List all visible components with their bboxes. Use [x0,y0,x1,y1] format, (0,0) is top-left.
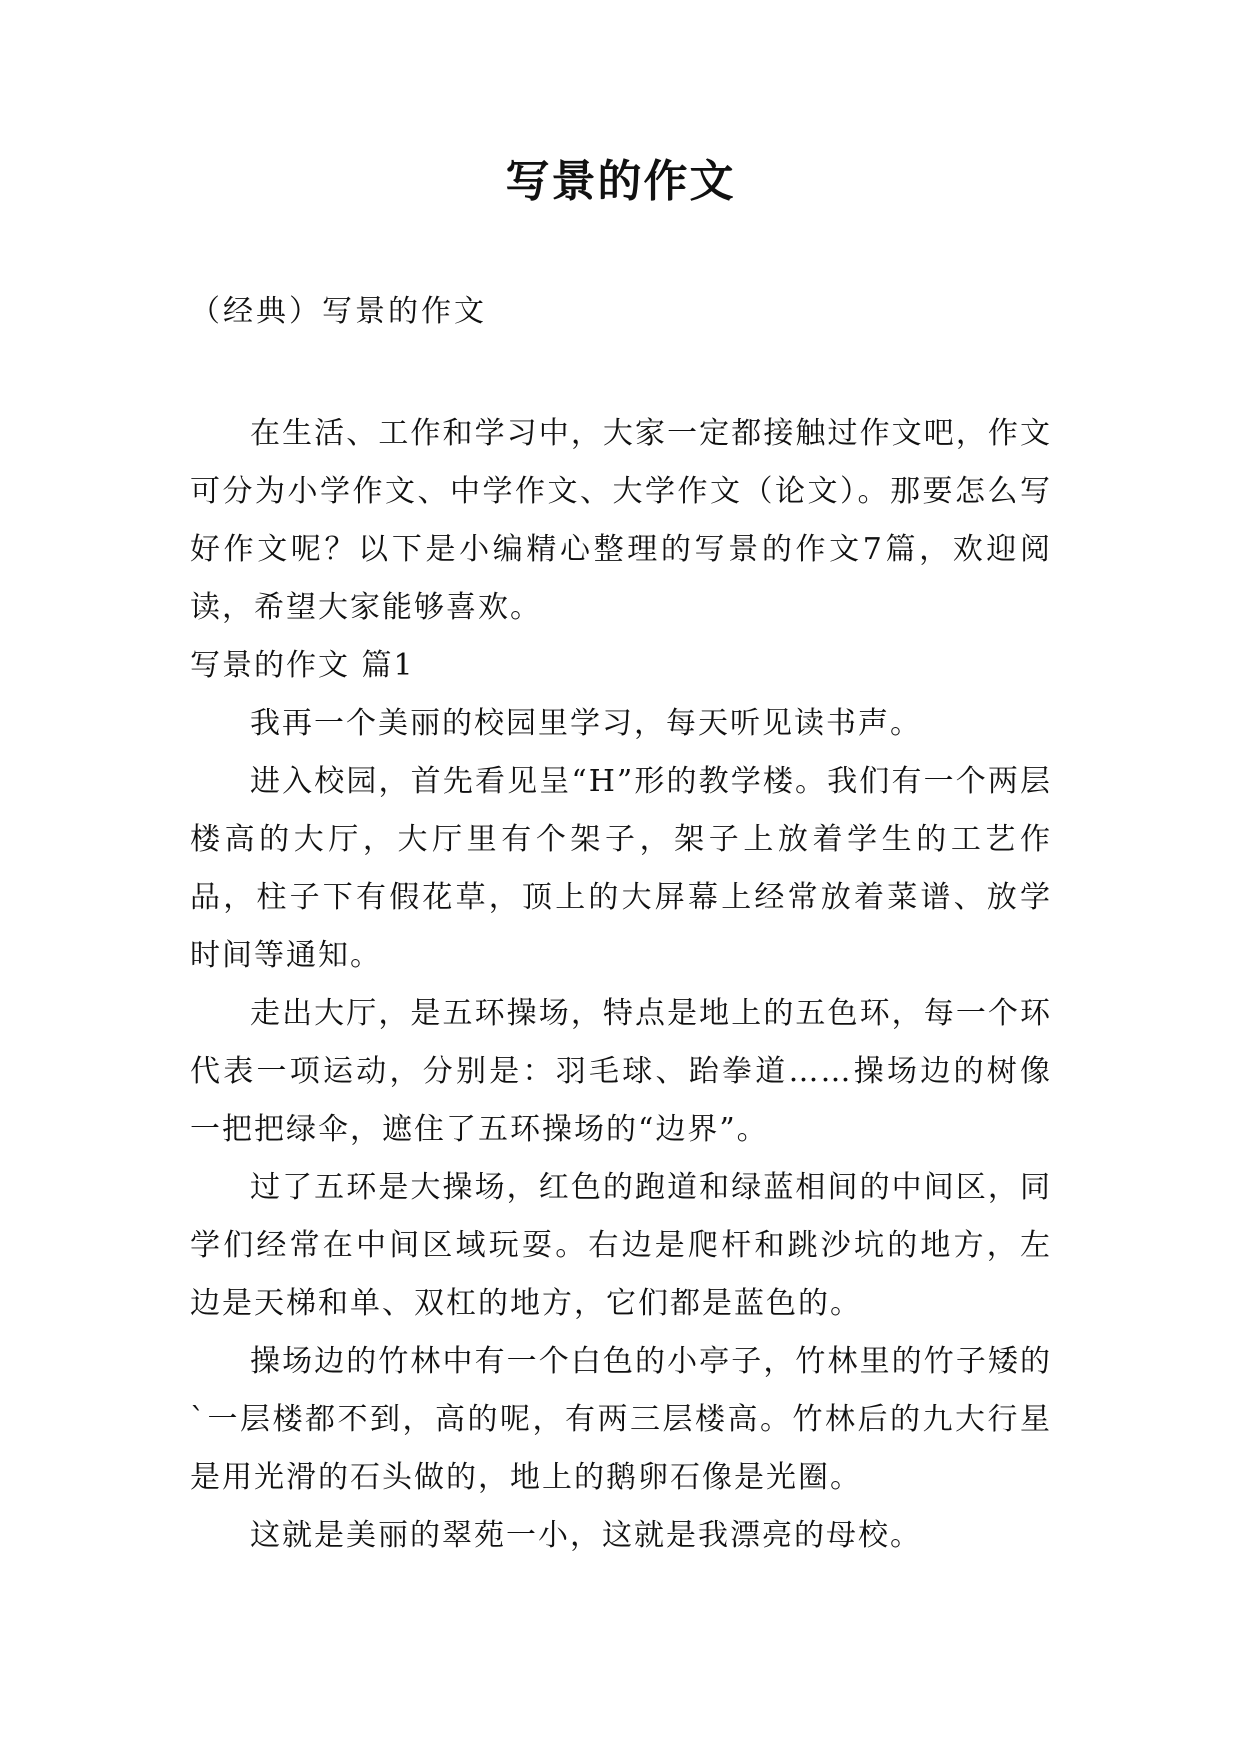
document-subtitle: （经典）写景的作文 [190,294,487,329]
body-paragraph: 进入校园，首先看见呈“H”形的教学楼。我们有一个两层楼高的大厅，大厅里有个架子，架子上放着学生的工艺作品，柱子下有假花草，顶上的大屏幕上经常放着菜谱、放学时间等通知。 [190,764,1052,973]
section-heading: 写景的作文 篇1 [190,648,415,683]
body-paragraph: 操场边的竹林中有一个白色的小亭子，竹林里的竹子矮的`一层楼都不到，高的呢，有两三层楼高。竹林后的九大行星是用光滑的石头做的，地上的鹅卵石像是光圈。 [190,1344,1052,1495]
document-title: 写景的作文 [505,156,736,207]
document-body [190,405,1052,1565]
body-paragraph: 走出大厅，是五环操场，特点是地上的五色环，每一个环代表一项运动，分别是：羽毛球、跆拳道……操场边的树像一把把绿伞，遮住了五环操场的“边界”。 [190,996,1052,1147]
body-paragraph: 我再一个美丽的校园里学习，每天听见读书声。 [250,706,922,741]
intro-paragraph: 在生活、工作和学习中，大家一定都接触过作文吧，作文可分为小学作文、中学作文、大学作文（论文）。那要怎么写好作文呢？以下是小编精心整理的写景的作文7篇，欢迎阅读，希望大家能够喜欢。 [190,416,1052,625]
body-paragraph: 过了五环是大操场，红色的跑道和绿蓝相间的中间区，同学们经常在中间区域玩耍。右边是爬杆和跳沙坑的地方，左边是天梯和单、双杠的地方，它们都是蓝色的。 [190,1170,1052,1321]
body-paragraph: 这就是美丽的翠苑一小，这就是我漂亮的母校。 [250,1518,922,1553]
